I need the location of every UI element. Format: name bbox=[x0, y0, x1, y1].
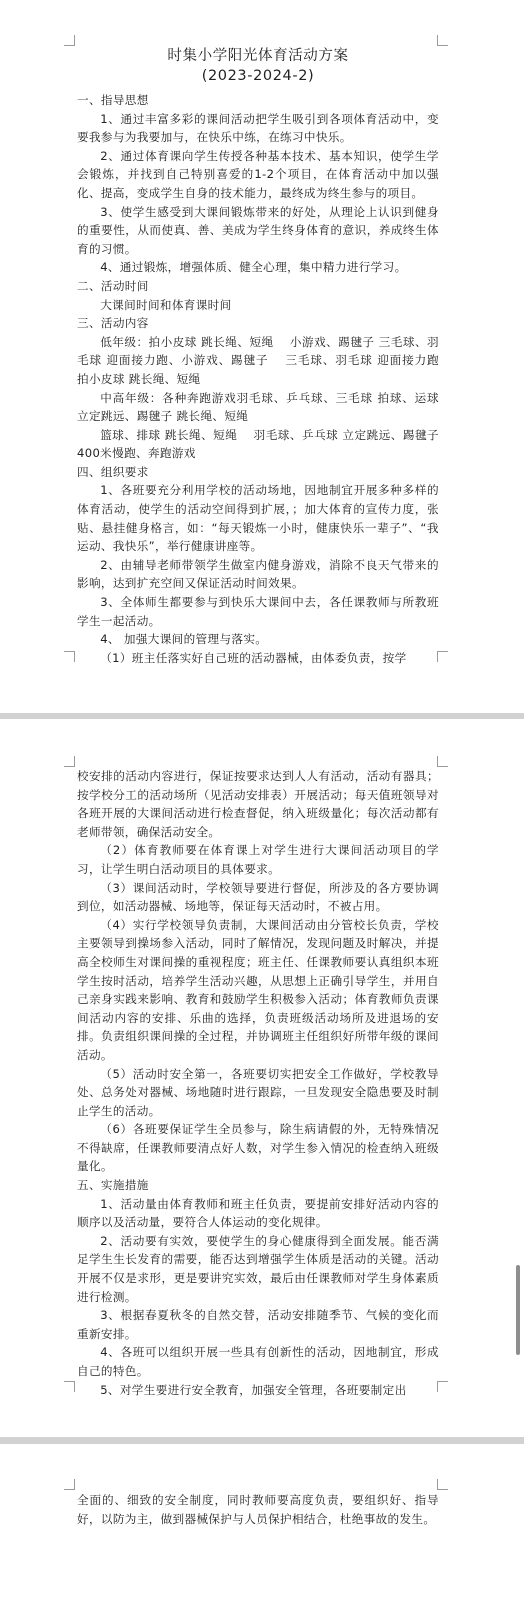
crop-mark bbox=[64, 1381, 75, 1392]
paragraph: 二、活动时间 bbox=[77, 278, 149, 293]
document-title: 时集小学阳光体育活动方案 bbox=[167, 48, 349, 64]
page-content bbox=[77, 1491, 439, 1528]
paragraph: 5、对学生要进行安全教育，加强安全管理，各班要制定出 bbox=[100, 1382, 407, 1397]
document-page-2 bbox=[0, 719, 524, 1437]
paragraph: （4）实行学校领导负责制，大课间活动由分管校长负责，学校主要领导到操场参入活动，同时了解情况，发现问题及时解决，并提高全校师生对课间操的重视程度；班主任、任课教师要认真组织本班学生按时活动，培养学生活动兴趣，从思想上正确引导学生，并用自己亲身实践来影响、教育和鼓励学生积极参入活动；体育教师负责课间活动内容的安排、乐曲的选择，负责班级活动场所及进退场的安排。负责组织课间操的全过程，并协调班主任组织好所带年级的课间活动。 bbox=[77, 917, 439, 1062]
crop-mark bbox=[437, 1479, 448, 1490]
document-page-1 bbox=[0, 0, 524, 713]
crop-mark bbox=[64, 1479, 75, 1490]
paragraph: 全面的、细致的安全制度，同时教师要高度负责，要组织好、指导好，以防为主，做到器械保护与人员保护相结合，杜绝事故的发生。 bbox=[77, 1493, 439, 1526]
paragraph: 4、 加强大课间的管理与落实。 bbox=[100, 632, 268, 647]
paragraph: 4、通过锻炼，增强体质、健全心理，集中精力进行学习。 bbox=[100, 260, 407, 275]
paragraph: （5）活动时安全第一，各班要切实把安全工作做好，学校教导处、总务处对器械、场地随时进行跟踪，一旦发现安全隐患要及时制止学生的活动。 bbox=[77, 1066, 439, 1118]
page-content bbox=[77, 767, 439, 1399]
document-page-3 bbox=[0, 1444, 524, 1600]
paragraph: 2、通过体育课向学生传授各种基本技术、基本知识，使学生学会锻炼，并找到自己特别喜爱的1-2个项目，在体育活动中加以强化、提高，变成学生自身的技术能力，最终成为终生参与的项目。 bbox=[77, 148, 439, 200]
paragraph: 2、活动要有实效，要使学生的身心健康得到全面发展。能否满足学生生长发育的需要，能否达到增强学生体质是活动的关键。活动开展不仅是求形，更是要讲究实效，最后由任课教师对学生身体素质进行检测。 bbox=[77, 1233, 439, 1304]
page-body bbox=[77, 91, 455, 667]
paragraph: 校安排的活动内容进行，保证按要求达到人人有活动，活动有器具；按学校分工的活动场所（见活动安排表）开展活动；每天值班领导对各班开展的大课间活动进行检查督促，纳入班级量化；每次活动都有老师带领，确保活动安全。 bbox=[77, 769, 439, 839]
page-body bbox=[77, 767, 439, 1399]
paragraph: 五、实施措施 bbox=[77, 1178, 149, 1193]
crop-mark bbox=[64, 651, 75, 662]
paragraph: 3、根据春夏秋冬的自然交替，活动安排随季节、气候的变化而重新安排。 bbox=[77, 1308, 439, 1341]
paragraph: 1、各班要充分利用学校的活动场地，因地制宜开展多种多样的体育活动，使学生的活动空间得到扩展，；加大体育的宣传力度，张贴、悬挂健身格言，如：“每天锻炼一小时，健康快乐一辈子”、“我运动、我快乐”，举行健康讲座等。 bbox=[77, 483, 439, 554]
paragraph: （1）班主任落实好自己班的活动器械，由体委负责，按学 bbox=[100, 650, 407, 665]
paragraph: 3、全体师生都要参与到快乐大课间中去，各任课教师与所教班学生一起活动。 bbox=[77, 595, 439, 628]
page-content bbox=[77, 46, 455, 667]
paragraph: 中高年级：各种奔跑游戏羽毛球、乒乓球、三毛球 拍球、运球 立定跳远、踢毽子 跳长绳、短绳 bbox=[77, 390, 451, 424]
crop-mark bbox=[437, 35, 448, 46]
paragraph: 3、使学生感受到大课间锻炼带来的好处，从理论上认识到健身的重要性，从而使真、善、美成为学生终身体育的意识，养成终生体育的习惯。 bbox=[77, 204, 439, 256]
paragraph: 4、各班可以组织开展一些具有创新性的活动，因地制宜，形成自己的特色。 bbox=[77, 1345, 439, 1378]
paragraph: 大课间时间和体育课时间 bbox=[100, 297, 232, 312]
paragraph: 一、指导思想 bbox=[77, 93, 149, 107]
paragraph: 2、由辅导老师带领学生做室内健身游戏，消除不良天气带来的影响，达到扩充空间又保证活动时间效果。 bbox=[77, 557, 439, 591]
crop-mark bbox=[64, 756, 75, 767]
document-subtitle: (2023-2024-2) bbox=[201, 68, 315, 84]
page-body bbox=[77, 1491, 439, 1528]
scrollbar-thumb[interactable] bbox=[516, 1265, 520, 1355]
paragraph: （3）课间活动时，学校领导要进行督促，所涉及的各方要协调到位，如活动器械、场地等，保证每天活动时，不被占用。 bbox=[77, 880, 439, 914]
paragraph: （6）各班要保证学生全员参与，除生病请假的外，无特殊情况不得缺席，任课教师要清点好人数，对学生参入情况的检查纳入班级量化。 bbox=[77, 1122, 439, 1174]
paragraph: 四、组织要求 bbox=[77, 464, 149, 479]
paragraph: 1、活动量由体育教师和班主任负责，要提前安排好活动内容的顺序以及活动量，要符合人体运动的变化规律。 bbox=[77, 1196, 439, 1230]
paragraph: 篮球、排球 跳长绳、短绳 羽毛球、乒乓球 立定跳远、踢毽子 400米慢跑、奔跑游戏 bbox=[77, 427, 451, 461]
paragraph: 1、通过丰富多彩的课间活动把学生吸引到各项体育活动中，变要我参与为我要加与，在快乐中练，在练习中快乐。 bbox=[77, 111, 439, 145]
paragraph: 三、活动内容 bbox=[77, 316, 149, 331]
crop-mark bbox=[64, 35, 75, 46]
crop-mark bbox=[437, 756, 448, 767]
paragraph: 低年级：拍小皮球 跳长绳、短绳 小游戏、踢毽子 三毛球、羽毛球 迎面接力跑、小游戏、踢毽子 三毛球、羽毛球 迎面接力跑 拍小皮球 跳长绳、短绳 bbox=[77, 334, 455, 386]
paragraph: （2）体育教师要在体育课上对学生进行大课间活动项目的学习，让学生明白活动项目的具体要求。 bbox=[77, 843, 439, 876]
